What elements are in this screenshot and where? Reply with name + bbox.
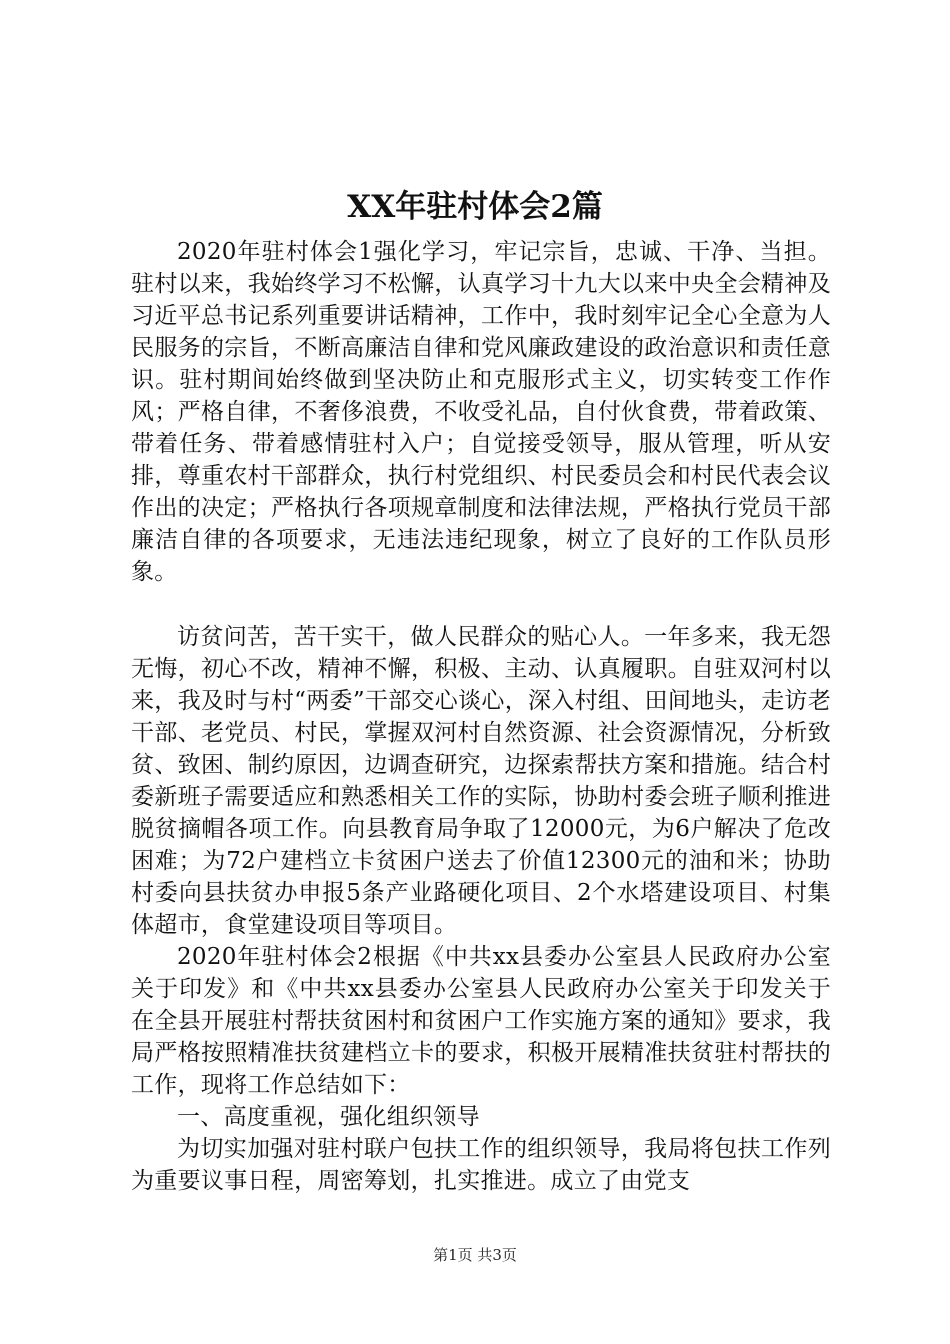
page-footer: 第1页 共3页 bbox=[433, 1246, 517, 1264]
document-title: XX年驻村体会2篇 bbox=[347, 189, 603, 225]
paragraph-2: 访贫问苦，苦干实干，做人民群众的贴心人。一年多来，我无怨无悔，初心不改，精神不懈，积极、主动、认真履职。自驻双河村以来，我及时与村“两委”干部交心谈心，深入村组、田间地头，走访老干部、老党员、村民，掌握双河村自然资源、社会资源情况，分析致贫、致困、制约原因，边调查研究，边探索帮扶方案和措施。结合村委新班子需要适应和熟悉相关工作的实际，协助村委会班子顺利推进脱贫摘帽各项工作。向县教育局争取了12000元，为6户解决了危改困难；为72户建档立卡贫困户送去了价值12300元的油和米；协助村委向县扶贫办申报5条产业路硬化项目、2个水塔建设项目、村集体超市，食堂建设项目等项目。 bbox=[131, 624, 831, 938]
paragraph-3: 2020年驻村体会2根据《中共xx县委办公室县人民政府办公室关于印发》和《中共xx县委办公室县人民政府办公室关于印发关于在全县开展驻村帮扶贫困村和贫困户工作实施方案的通知》要求，我局严格按照精准扶贫建档立卡的要求，积极开展精准扶贫驻村帮扶的工作，现将工作总结如下： bbox=[131, 944, 831, 1098]
document-body bbox=[131, 236, 831, 1197]
section-heading: 一、高度重视，强化组织领导 bbox=[177, 1104, 480, 1130]
paragraph-spacer bbox=[131, 588, 831, 621]
paragraph-4: 为切实加强对驻村联户包扶工作的组织领导，我局将包扶工作列为重要议事日程，周密筹划，扎实推进。成立了由党支 bbox=[131, 1136, 831, 1194]
paragraph-1: 2020年驻村体会1强化学习，牢记宗旨，忠诚、干净、当担。驻村以来，我始终学习不松懈，认真学习十九大以来中央全会精神及习近平总书记系列重要讲话精神，工作中，我时刻牢记全心全意为人民服务的宗旨，不断高廉洁自律和党风廉政建设的政治意识和责任意识。驻村期间始终做到坚决防止和克服形式主义，切实转变工作作风；严格自律，不奢侈浪费，不收受礼品，自付伙食费，带着政策、带着任务、带着感情驻村入户；自觉接受领导，服从管理，听从安排，尊重农村干部群众，执行村党组织、村民委员会和村民代表会议作出的决定；严格执行各项规章制度和法律法规，严格执行党员干部廉洁自律的各项要求，无违法违纪现象，树立了良好的工作队员形象。 bbox=[131, 239, 831, 585]
